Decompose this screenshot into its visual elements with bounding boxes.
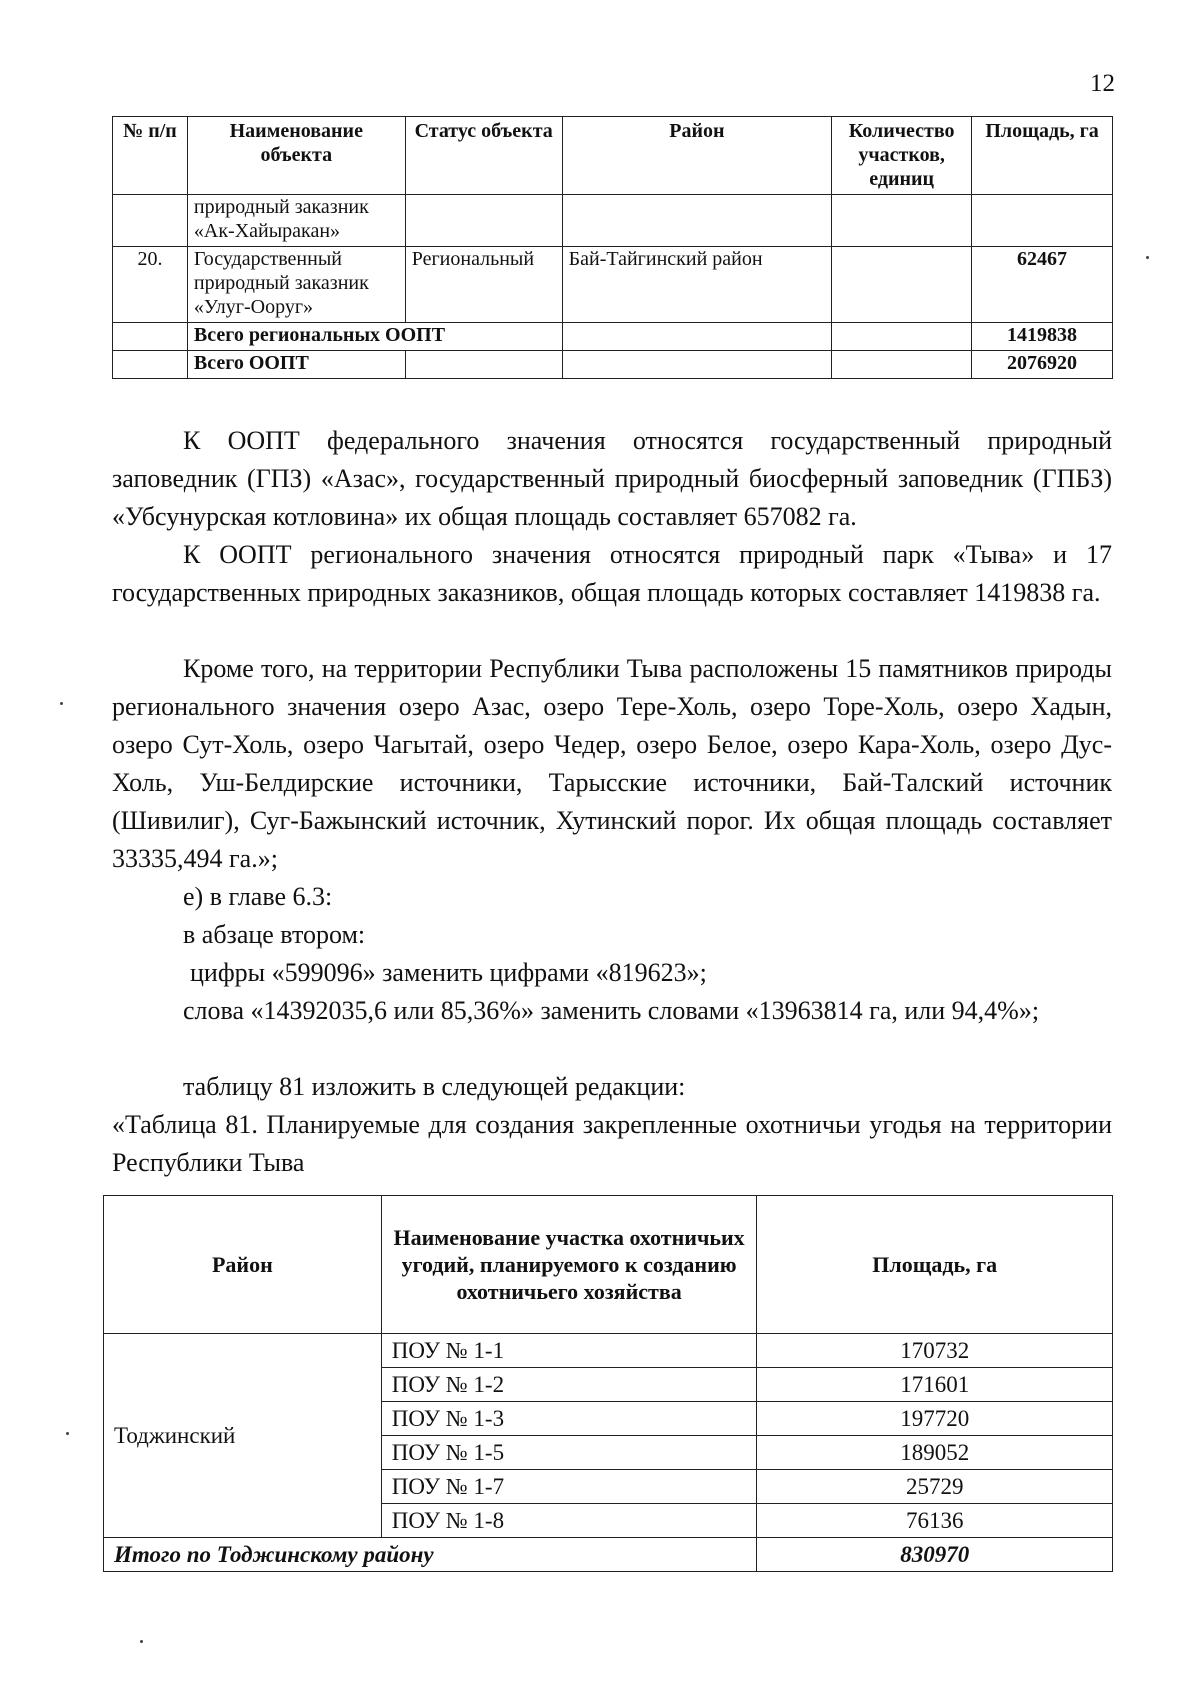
row-num: 20.	[113, 247, 188, 323]
scan-speck	[140, 1640, 143, 1643]
plot-area: 76136	[757, 1504, 1113, 1538]
district-cell: Тоджинский	[104, 1334, 382, 1538]
paragraph-regional: К ООПТ регионального значения относятся природный парк «Тыва» и 17 государственных природных заказников, общая площадь которых составляет 1419838 га.	[112, 540, 1112, 607]
total-regional-area: 1419838	[972, 323, 1113, 351]
plot-name: ПОУ № 1-5	[381, 1436, 757, 1470]
table-header-row	[104, 1196, 1113, 1334]
row-district: Бай-Тайгинский район	[562, 247, 832, 323]
scan-speck	[1146, 256, 1149, 259]
row-name: природный заказник «Ак-Хайыракан»	[187, 195, 405, 247]
plot-area: 197720	[757, 1402, 1113, 1436]
amendment-words: слова «14392035,6 или 85,36%» заменить словами «13963814 га, или 94,4%»;	[183, 996, 1040, 1025]
total-label: Всего ООПТ	[187, 351, 405, 379]
amendment-digits: цифры «599096» заменить цифрами «819623»;	[190, 958, 707, 987]
row-count	[832, 247, 972, 323]
table-header-row	[113, 117, 1113, 195]
scan-speck	[60, 702, 63, 705]
plot-name: ПОУ № 1-1	[381, 1334, 757, 1368]
header-district: Район	[562, 117, 832, 195]
paragraph-monuments: Кроме того, на территории Республики Тыва расположены 15 памятников природы регионального значения озеро Азас, озеро Тере-Холь, озеро Торе-Холь, озеро Хадын, озеро Сут-Холь, озеро Чагытай, озеро Чедер, озеро Белое, озеро Кара-Холь, озеро Дус-Холь, Уш-Белдирские источники, Тарысские источники, Бай-Талский источник (Шивилиг), Суг-Бажынский источник, Хутинский порог. Их общая площадь составляет 33335,494 га.»;	[112, 654, 1112, 873]
page-number: 12	[1090, 70, 1115, 97]
row-area: 62467	[972, 247, 1113, 323]
row-name: Государственный природный заказник «Улуг-Ооруг»	[187, 247, 405, 323]
plot-area: 170732	[757, 1334, 1113, 1368]
table-caption: «Таблица 81. Планируемые для создания закрепленные охотничьи угодья на территории Республики Тыва	[112, 1110, 1112, 1177]
hunting-grounds-table	[103, 1195, 1113, 1572]
total-row	[104, 1538, 1113, 1572]
header-area: Площадь, га	[757, 1196, 1113, 1334]
table-row	[104, 1334, 1113, 1368]
total-regional-row	[113, 323, 1113, 351]
plot-area: 189052	[757, 1436, 1113, 1470]
scan-speck	[66, 1432, 69, 1435]
plot-area: 171601	[757, 1368, 1113, 1402]
row-status: Региональный	[405, 247, 562, 323]
plot-name: ПОУ № 1-7	[381, 1470, 757, 1504]
plot-area: 25729	[757, 1470, 1113, 1504]
total-label: Итого по Тоджинскому району	[104, 1538, 757, 1572]
total-regional-label: Всего региональных ООПТ	[187, 323, 562, 351]
header-count: Количество участков, единиц	[832, 117, 972, 195]
table-row	[113, 247, 1113, 323]
plot-name: ПОУ № 1-8	[381, 1504, 757, 1538]
amendment-paragraph: в абзаце втором:	[183, 920, 366, 949]
header-plot-name: Наименование участка охотничьих угодий, планируемого к созданию охотничьего хозяйства	[381, 1196, 757, 1334]
table-row	[113, 195, 1113, 247]
total-row	[113, 351, 1113, 379]
header-num: № п/п	[113, 117, 188, 195]
header-status: Статус объекта	[405, 117, 562, 195]
header-name: Наименование объекта	[187, 117, 405, 195]
amendment-table: таблицу 81 изложить в следующей редакции:	[183, 1072, 686, 1101]
paragraph-federal: К ООПТ федерального значения относятся государственный природный заповедник (ГПЗ) «Азас», государственный природный биосферный заповедник (ГПБЗ) «Убсунурская котловина» их общая площадь составляет 657082 га.	[112, 426, 1112, 531]
plot-name: ПОУ № 1-3	[381, 1402, 757, 1436]
header-district: Район	[104, 1196, 382, 1334]
plot-name: ПОУ № 1-2	[381, 1368, 757, 1402]
amendment-chapter: е) в главе 6.3:	[183, 882, 333, 911]
protected-areas-table	[112, 116, 1113, 379]
total-area: 830970	[757, 1538, 1113, 1572]
header-area: Площадь, га	[972, 117, 1113, 195]
total-area: 2076920	[972, 351, 1113, 379]
